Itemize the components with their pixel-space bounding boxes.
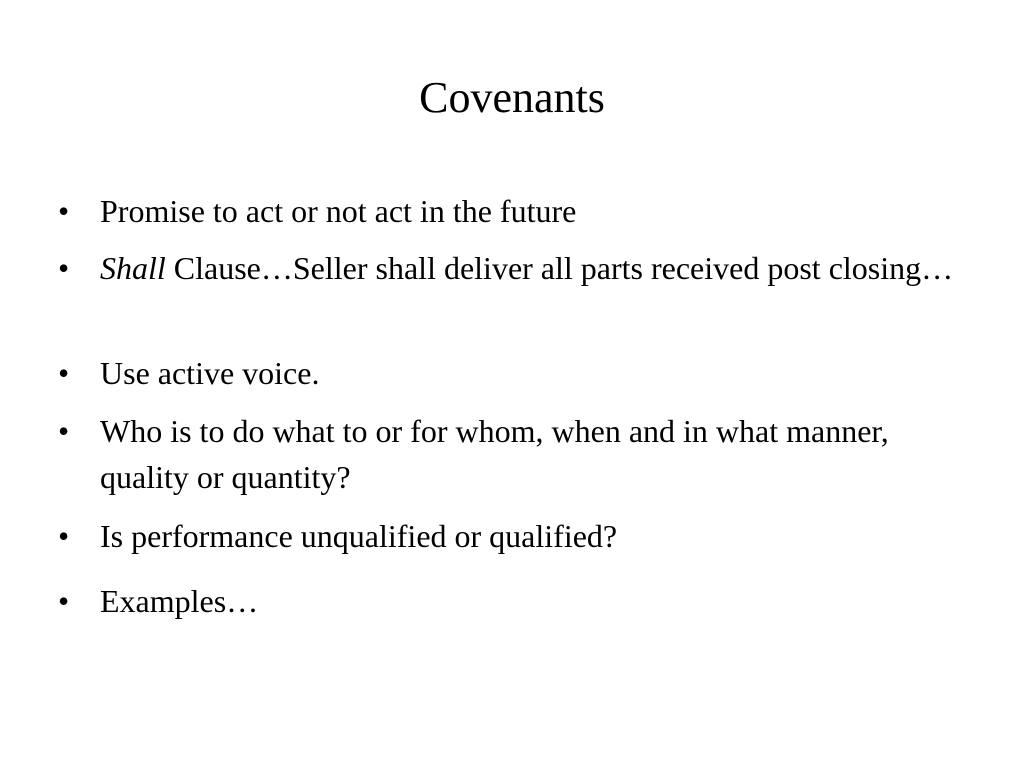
bullet-text-shall-clause xyxy=(100,245,958,291)
bullet-text: Examples… xyxy=(100,583,259,619)
bullet-dot: • xyxy=(58,583,70,619)
bullet-item xyxy=(58,245,958,291)
bullet-text: Is performance unqualified or qualified? xyxy=(100,518,618,554)
bullet-dot: • xyxy=(58,413,70,449)
bullet-text: Promise to act or not act in the future xyxy=(100,193,577,229)
bullet-dot: • xyxy=(58,518,70,554)
bullet-dot: • xyxy=(58,193,70,229)
bullet-text: Who is to do what to or for whom, when and in what manner, quality or quantity? xyxy=(100,413,889,495)
bullet-item xyxy=(58,578,958,624)
shall-clause-text: Clause…Seller shall deliver all parts received post closing… xyxy=(165,250,954,286)
bullet-item xyxy=(58,188,958,234)
shall-emphasis: Shall xyxy=(100,250,166,286)
bullet-item xyxy=(58,408,958,500)
bullet-item xyxy=(58,513,958,559)
bullet-dot: • xyxy=(58,355,70,391)
bullet-item xyxy=(58,350,958,396)
slide-title: Covenants xyxy=(419,73,605,122)
bullet-text: Use active voice. xyxy=(100,355,320,391)
bullet-dot: • xyxy=(58,250,70,286)
